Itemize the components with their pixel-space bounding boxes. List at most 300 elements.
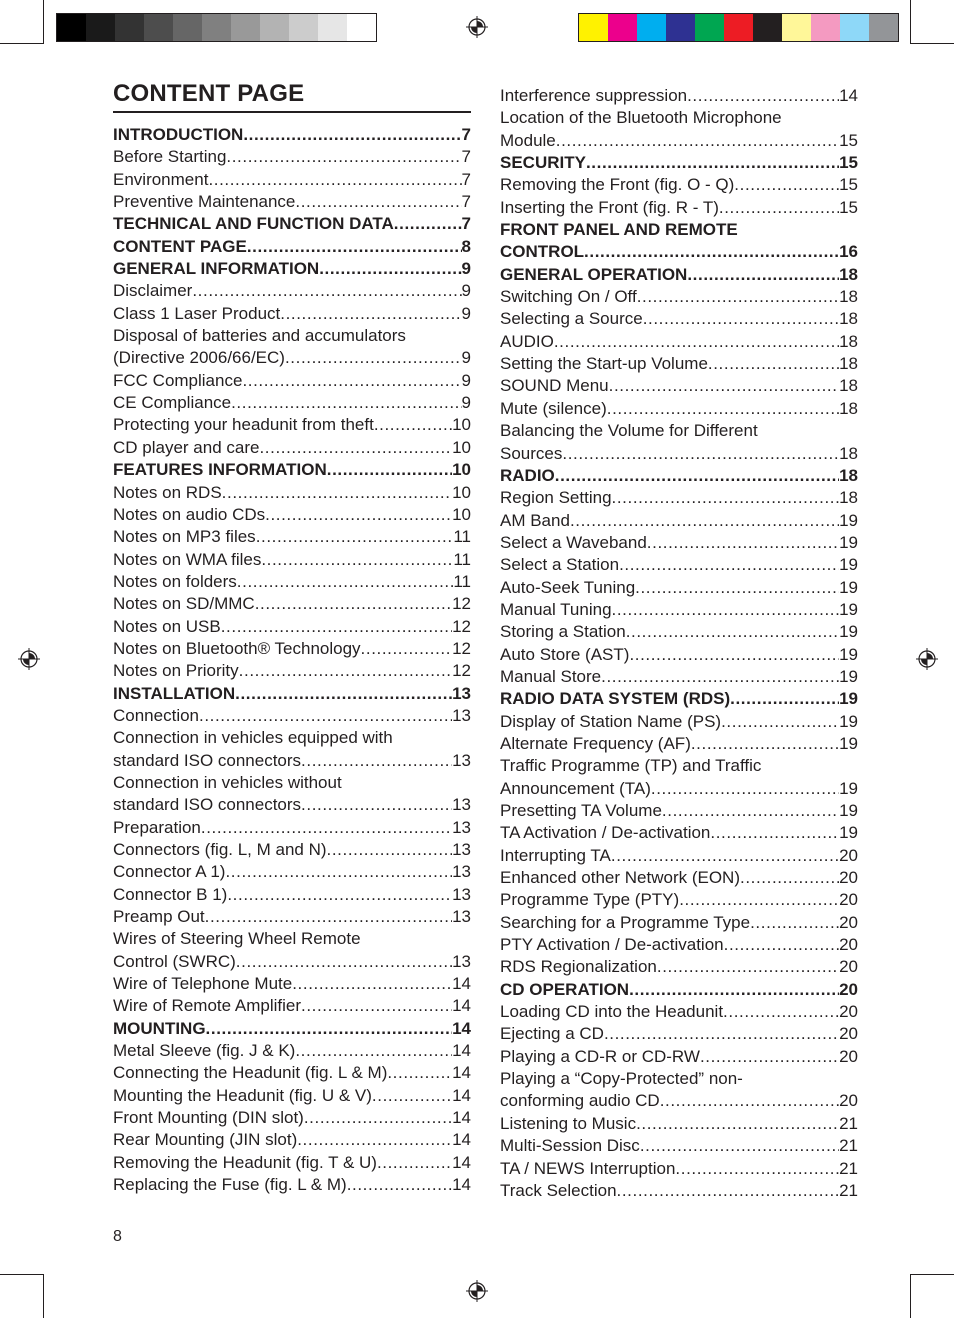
toc-entry <box>500 1046 858 1068</box>
toc-entry <box>500 1001 858 1023</box>
toc-entry-title: FRONT PANEL AND REMOTE <box>500 220 738 240</box>
toc-entry-title: Disclaimer <box>113 281 193 301</box>
toc-entry-title: MOUNTING <box>113 1018 206 1038</box>
dot-leader <box>239 660 452 682</box>
toc-entry-title: Programme Type (PTY) <box>500 890 680 910</box>
dot-leader <box>710 822 839 844</box>
toc-entry <box>113 1018 471 1040</box>
toc-entry-page: 13 <box>452 817 471 837</box>
toc-entry-page: 11 <box>453 549 471 569</box>
toc-entry-title: Select a Waveband <box>500 532 647 552</box>
dot-leader <box>255 593 452 615</box>
dot-leader <box>222 482 452 504</box>
toc-entry <box>113 705 471 727</box>
toc-entry-page: 13 <box>452 683 471 703</box>
toc-entry-page: 13 <box>452 705 471 725</box>
dot-leader <box>327 459 452 481</box>
color-swatch <box>782 14 811 41</box>
toc-entry <box>500 599 858 621</box>
toc-entry-title: Loading CD into the Headunit <box>500 1002 724 1022</box>
toc-entry <box>113 370 471 392</box>
toc-entry-page: 14 <box>452 1130 471 1150</box>
toc-entry-title: TECHNICAL AND FUNCTION DATA <box>113 214 394 234</box>
toc-entry <box>500 644 858 666</box>
toc-list <box>113 124 471 1197</box>
toc-entry <box>500 1113 858 1135</box>
toc-entry-title: TA / NEWS Interruption <box>500 1158 676 1178</box>
toc-entry-page: 10 <box>452 460 471 480</box>
dot-leader <box>629 979 839 1001</box>
toc-entry <box>500 554 858 576</box>
toc-entry <box>113 951 471 973</box>
dot-leader <box>225 861 452 883</box>
toc-entry-title: Announcement (TA) <box>500 778 651 798</box>
toc-entry-page: 19 <box>839 733 858 753</box>
toc-entry <box>113 236 471 258</box>
dot-leader <box>377 1152 452 1174</box>
toc-entry <box>113 414 471 436</box>
dot-leader <box>651 778 839 800</box>
toc-entry <box>113 750 471 772</box>
toc-entry-title: standard ISO connectors <box>113 750 302 770</box>
color-calibration-bar <box>578 13 899 42</box>
toc-entry <box>500 1135 858 1157</box>
toc-entry-title: SECURITY <box>500 153 586 173</box>
toc-entry <box>500 1090 858 1112</box>
toc-entry-page: 19 <box>839 823 858 843</box>
dot-leader <box>607 398 839 420</box>
registration-mark-icon <box>916 648 938 670</box>
dot-leader <box>730 688 839 710</box>
toc-entry <box>113 169 471 191</box>
dot-leader <box>601 666 839 688</box>
dot-leader <box>256 526 454 548</box>
dot-leader <box>265 504 452 526</box>
toc-entry-page: 8 <box>461 236 471 256</box>
toc-entry <box>500 532 858 554</box>
toc-entry-title: Region Setting <box>500 488 612 508</box>
toc-entry-title: AUDIO <box>500 331 554 351</box>
dot-leader <box>643 308 839 330</box>
toc-entry <box>113 1174 471 1196</box>
toc-entry-title: CD player and care <box>113 437 260 457</box>
toc-entry <box>113 794 471 816</box>
dot-leader <box>740 867 839 889</box>
dot-leader <box>297 1129 452 1151</box>
dot-leader <box>647 532 839 554</box>
toc-entry-title: FCC Compliance <box>113 370 243 390</box>
toc-entry-title: INTRODUCTION <box>113 125 244 144</box>
toc-entry-page: 18 <box>839 354 858 374</box>
toc-entry-page: 12 <box>452 616 471 636</box>
color-swatch <box>724 14 753 41</box>
toc-entry-title: Notes on folders <box>113 571 237 591</box>
dot-leader <box>675 1158 839 1180</box>
color-swatch <box>840 14 869 41</box>
page-number: 8 <box>113 1228 122 1245</box>
toc-entry-title: Wire of Remote Amplifier <box>113 996 301 1016</box>
toc-entry-page: 18 <box>839 264 858 284</box>
toc-entry <box>113 280 471 302</box>
toc-entry <box>500 778 858 800</box>
toc-entry <box>500 711 858 733</box>
color-swatch <box>666 14 695 41</box>
dot-leader <box>586 152 839 174</box>
toc-entry-page: 20 <box>839 1024 858 1044</box>
toc-entry-title: Listening to Music <box>500 1113 637 1133</box>
toc-entry-page: 20 <box>839 935 858 955</box>
dot-leader <box>226 146 461 168</box>
toc-entry <box>500 241 858 263</box>
dot-leader <box>301 995 452 1017</box>
toc-entry <box>113 124 471 146</box>
crop-mark <box>910 0 911 44</box>
toc-entry <box>500 85 858 107</box>
toc-entry-title: Inserting the Front (fig. R - T) <box>500 197 719 217</box>
dot-leader <box>319 258 461 280</box>
toc-entry <box>500 979 858 1001</box>
color-swatch <box>579 14 608 41</box>
toc-entry <box>500 308 858 330</box>
toc-entry-page: 11 <box>453 571 471 591</box>
toc-entry-page: 20 <box>839 1002 858 1022</box>
toc-entry-title: Notes on RDS <box>113 482 222 502</box>
toc-entry-page: 7 <box>461 125 471 144</box>
toc-entry-page: 9 <box>461 259 471 279</box>
toc-entry-page: 19 <box>839 510 858 530</box>
toc-entry <box>500 443 858 465</box>
toc-entry-page: 9 <box>461 370 471 390</box>
color-swatch <box>318 14 347 41</box>
toc-entry <box>500 1023 858 1045</box>
toc-entry <box>113 213 471 235</box>
toc-entry-page: 14 <box>452 974 471 994</box>
dot-leader <box>221 616 452 638</box>
dot-leader <box>556 130 839 152</box>
toc-entry <box>113 1129 471 1151</box>
toc-entry <box>113 392 471 414</box>
toc-entry-title: RADIO DATA SYSTEM (RDS) <box>500 689 731 709</box>
toc-entry-page: 21 <box>839 1180 858 1200</box>
toc-entry <box>500 197 858 219</box>
toc-entry-title: Balancing the Volume for Different <box>500 421 758 441</box>
registration-mark-icon <box>18 648 40 670</box>
color-swatch <box>144 14 173 41</box>
toc-entry-page: 18 <box>839 309 858 329</box>
toc-entry-title: Mounting the Headunit (fig. U & V) <box>113 1085 372 1105</box>
toc-entry-title: Environment <box>113 169 209 189</box>
toc-entry <box>113 325 471 347</box>
toc-entry <box>113 191 471 213</box>
crop-mark <box>910 1274 954 1275</box>
toc-list <box>500 85 858 1202</box>
toc-entry <box>113 1152 471 1174</box>
toc-entry-page: 18 <box>839 331 858 351</box>
dot-leader <box>243 124 461 146</box>
dot-leader <box>199 705 452 727</box>
dot-leader <box>261 549 453 571</box>
dot-leader <box>237 571 454 593</box>
toc-entry <box>500 510 858 532</box>
toc-entry <box>500 956 858 978</box>
toc-entry-title: Multi-Session Disc <box>500 1136 640 1156</box>
toc-entry-page: 20 <box>839 1091 858 1111</box>
toc-entry <box>500 465 858 487</box>
dot-leader <box>280 303 461 325</box>
dot-leader <box>301 794 452 816</box>
color-swatch <box>869 14 898 41</box>
toc-entry-title: Presetting TA Volume <box>500 801 662 820</box>
dot-leader <box>657 956 839 978</box>
toc-entry-page: 10 <box>452 437 471 457</box>
toc-entry <box>113 817 471 839</box>
toc-entry <box>500 845 858 867</box>
toc-entry-title: Playing a CD-R or CD-RW <box>500 1046 700 1066</box>
toc-entry <box>500 420 858 442</box>
toc-entry <box>113 459 471 481</box>
toc-entry <box>113 571 471 593</box>
toc-entry-title: GENERAL OPERATION <box>500 264 688 284</box>
toc-entry <box>500 331 858 353</box>
dot-leader <box>374 414 452 436</box>
toc-entry-title: Notes on MP3 files <box>113 527 256 547</box>
dot-leader <box>295 191 461 213</box>
toc-entry-title: Track Selection <box>500 1180 617 1200</box>
toc-entry-page: 18 <box>839 287 858 307</box>
dot-leader <box>700 1046 839 1068</box>
toc-entry <box>113 146 471 168</box>
toc-entry-page: 11 <box>453 527 471 547</box>
toc-entry <box>500 398 858 420</box>
toc-entry-page: 18 <box>839 465 858 485</box>
dot-leader <box>295 1040 452 1062</box>
toc-entry-page: 12 <box>452 638 471 658</box>
color-swatch <box>753 14 782 41</box>
color-swatch <box>86 14 115 41</box>
toc-entry <box>113 683 471 705</box>
toc-entry-title: Mute (silence) <box>500 398 607 418</box>
toc-entry-title: Preparation <box>113 817 201 837</box>
toc-entry-page: 9 <box>461 303 471 323</box>
toc-entry <box>113 660 471 682</box>
dot-leader <box>723 1001 839 1023</box>
toc-entry-page: 20 <box>839 957 858 977</box>
toc-entry-title: Traffic Programme (TP) and Traffic <box>500 756 762 776</box>
toc-entry-page: 16 <box>839 242 858 262</box>
toc-entry <box>500 733 858 755</box>
toc-entry-page: 18 <box>839 443 858 463</box>
toc-entry-title: TA Activation / De-activation <box>500 823 711 843</box>
dot-leader <box>292 973 452 995</box>
toc-entry <box>113 928 471 950</box>
toc-entry-page: 19 <box>839 666 858 686</box>
toc-entry <box>500 934 858 956</box>
dot-leader <box>721 711 839 733</box>
toc-entry-page: 21 <box>839 1158 858 1178</box>
toc-entry-title: RDS Regionalization <box>500 957 657 977</box>
toc-entry-page: 15 <box>839 175 858 195</box>
toc-entry <box>500 889 858 911</box>
dot-leader <box>301 750 452 772</box>
toc-entry-title: Manual Tuning <box>500 599 612 619</box>
toc-entry-page: 9 <box>461 281 471 301</box>
toc-entry-title: Manual Store <box>500 666 602 686</box>
dot-leader <box>285 347 462 369</box>
toc-entry-title: Ejecting a CD <box>500 1024 604 1044</box>
dot-leader <box>206 1018 453 1040</box>
toc-entry-page: 7 <box>461 147 471 167</box>
toc-entry-page: 10 <box>452 415 471 435</box>
dot-leader <box>259 437 452 459</box>
crop-mark <box>910 43 954 44</box>
toc-entry-title: CONTROL <box>500 242 585 262</box>
dot-leader <box>604 1023 839 1045</box>
toc-entry-page: 7 <box>461 192 471 212</box>
toc-entry <box>113 906 471 928</box>
toc-entry-title: Connector B 1) <box>113 884 228 904</box>
toc-entry-title: Removing the Front (fig. O - Q) <box>500 175 735 195</box>
toc-entry <box>500 1180 858 1202</box>
dot-leader <box>626 621 839 643</box>
dot-leader <box>687 85 839 107</box>
dot-leader <box>660 1090 839 1112</box>
dot-leader <box>201 817 452 839</box>
dot-leader <box>372 1085 452 1107</box>
dot-leader <box>242 370 461 392</box>
dot-leader <box>554 331 839 353</box>
dot-leader <box>609 375 839 397</box>
dot-leader <box>247 236 462 258</box>
toc-entry <box>113 504 471 526</box>
dot-leader <box>231 392 461 414</box>
toc-entry-title: Connection in vehicles without <box>113 772 342 792</box>
dot-leader <box>236 951 452 973</box>
color-swatch <box>57 14 86 41</box>
toc-entry-title: Preventive Maintenance <box>113 192 296 212</box>
toc-entry <box>500 1068 858 1090</box>
toc-entry <box>113 1107 471 1129</box>
dot-leader <box>662 800 839 822</box>
toc-entry <box>500 822 858 844</box>
crop-mark <box>43 1274 44 1318</box>
dot-leader <box>387 1062 452 1084</box>
grayscale-calibration-bar <box>56 13 377 42</box>
toc-entry-title: Notes on USB <box>113 616 221 636</box>
toc-entry-page: 13 <box>452 795 471 815</box>
dot-leader <box>724 934 839 956</box>
toc-entry <box>500 755 858 777</box>
toc-entry-page: 10 <box>452 482 471 502</box>
toc-entry <box>113 1040 471 1062</box>
crop-mark <box>910 1274 911 1318</box>
dot-leader <box>611 845 839 867</box>
toc-entry-page: 18 <box>839 376 858 396</box>
toc-entry-page: 19 <box>839 778 858 798</box>
dot-leader <box>708 353 839 375</box>
toc-entry-title: Connecting the Headunit (fig. L & M) <box>113 1063 388 1083</box>
color-swatch <box>608 14 637 41</box>
toc-entry-page: 20 <box>839 1046 858 1066</box>
toc-entry-title: Switching On / Off <box>500 287 637 307</box>
toc-entry-page: 14 <box>452 1085 471 1105</box>
toc-entry <box>113 727 471 749</box>
toc-entry-title: PTY Activation / De-activation <box>500 935 724 955</box>
toc-entry-page: 18 <box>839 398 858 418</box>
toc-entry <box>500 487 858 509</box>
toc-entry-page: 19 <box>839 711 858 731</box>
toc-entry-title: Wires of Steering Wheel Remote <box>113 929 361 949</box>
dot-leader <box>304 1107 452 1129</box>
color-swatch <box>231 14 260 41</box>
toc-entry-page: 13 <box>452 951 471 971</box>
toc-entry-title: Select a Station <box>500 555 620 575</box>
toc-entry-title: Notes on Priority <box>113 661 239 681</box>
toc-entry-title: Connection <box>113 705 200 725</box>
dot-leader <box>734 174 839 196</box>
toc-entry-title: Playing a “Copy-Protected” non- <box>500 1069 743 1089</box>
toc-entry-title: Module <box>500 130 556 150</box>
toc-entry-page: 7 <box>461 214 471 234</box>
toc-entry-title: Storing a Station <box>500 622 626 642</box>
toc-entry <box>113 593 471 615</box>
toc-entry <box>113 437 471 459</box>
toc-entry-title: Removing the Headunit (fig. T & U) <box>113 1152 377 1172</box>
toc-entry-page: 14 <box>452 996 471 1016</box>
color-swatch <box>347 14 376 41</box>
toc-entry <box>500 577 858 599</box>
toc-entry <box>500 912 858 934</box>
toc-entry-page: 20 <box>839 868 858 888</box>
toc-entry <box>113 1062 471 1084</box>
toc-entry-title: SOUND Menu <box>500 376 609 396</box>
toc-entry-title: Auto Store (AST) <box>500 644 630 664</box>
toc-entry <box>500 107 858 129</box>
toc-entry-page: 13 <box>452 840 471 859</box>
toc-entry-title: INSTALLATION <box>113 683 236 703</box>
dot-leader <box>679 889 839 911</box>
toc-entry <box>113 638 471 660</box>
toc-entry <box>113 482 471 504</box>
toc-entry-title: Replacing the Fuse (fig. L & M) <box>113 1175 347 1195</box>
dot-leader <box>612 599 840 621</box>
toc-entry-page: 19 <box>839 622 858 642</box>
toc-entry <box>113 861 471 883</box>
color-swatch <box>115 14 144 41</box>
toc-entry-page: 13 <box>452 750 471 770</box>
toc-entry <box>113 839 471 861</box>
color-swatch <box>289 14 318 41</box>
toc-entry <box>500 353 858 375</box>
toc-entry <box>113 616 471 638</box>
color-swatch <box>260 14 289 41</box>
toc-entry <box>113 772 471 794</box>
toc-entry <box>113 973 471 995</box>
toc-entry-page: 7 <box>461 169 471 189</box>
toc-entry <box>500 375 858 397</box>
toc-entry <box>500 867 858 889</box>
toc-entry-title: Before Starting <box>113 147 227 167</box>
crop-mark <box>0 43 44 44</box>
toc-entry-title: CD OPERATION <box>500 979 630 999</box>
toc-entry-title: Location of the Bluetooth Microphone <box>500 108 782 128</box>
toc-entry-page: 14 <box>839 86 858 105</box>
toc-entry <box>500 666 858 688</box>
toc-entry <box>113 526 471 548</box>
dot-leader <box>619 554 839 576</box>
crop-mark <box>43 0 44 44</box>
toc-entry-page: 14 <box>452 1063 471 1083</box>
toc-entry-title: Connectors (fig. L, M and N) <box>113 840 327 859</box>
